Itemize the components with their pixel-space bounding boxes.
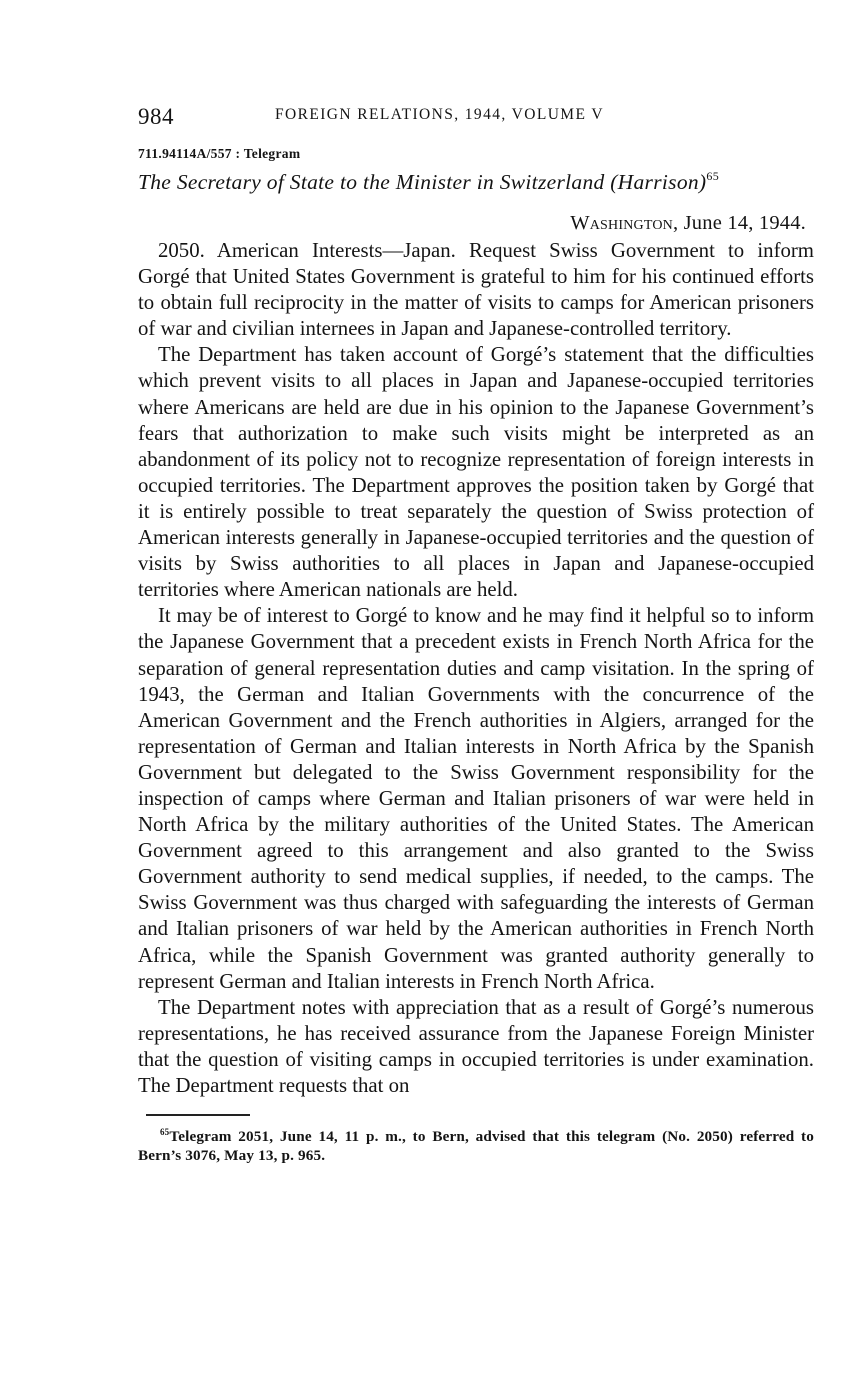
paragraph: It may be of interest to Gorgé to know and he may find it helpful so to inform the Japanese Government that a precedent exists in French North Africa for the separation of general representation duties and camp visitation. In the spring of 1943, the German and Italian Governments with the concurrence of the American Government and the French authorities in Algiers, arranged for the representation of German and Italian interests in North Africa by the Spanish Government but delegated to the Swiss Government responsibility for the inspection of camps where German and Italian prisoners of war were held in North Africa by the military authorities of the United States. The American Government agreed to this arrangement and also granted to the Swiss Government authority to send medical supplies, if needed, to the camps. The Swiss Government was thus charged with safeguarding the interests of German and Italian prisoners of war held by the American authorities in French North Africa, while the Spanish Government was granted authority generally to represent German and Italian interests in French North Africa. (138, 604, 814, 993)
document-title (138, 169, 814, 195)
paragraph: The Department notes with appreciation that as a result of Gorgé’s numerous representations, he has received assurance from the Japanese Foreign Minister that the question of visiting camps in occupied territories is under examination. The Department requests that on (138, 995, 814, 1097)
footnote-divider (146, 1114, 250, 1116)
running-head (138, 98, 814, 132)
paragraph: 2050. American Interests—Japan. Request Swiss Government to inform Gorgé that United States Government is grateful to him for his continued efforts to obtain full reciprocity in the matter of visits to camps for American prisoners of war and civilian internees in Japan and Japanese-controlled territory. (138, 239, 814, 341)
page-number: 984 (138, 104, 174, 129)
dateline-place: Washington (570, 212, 673, 234)
document-title-text: The Secretary of State to the Minister in Switzerland (Harrison) (138, 170, 707, 194)
dateline-date: , June 14, 1944. (672, 212, 806, 234)
document-page (138, 98, 814, 1165)
dateline (138, 212, 806, 235)
footnote (138, 1123, 814, 1165)
paragraph: The Department has taken account of Gorgé’s statement that the difficulties which prevent visits to all places in Japan and Japanese-occupied territories where Americans are held are due in his opinion to the Japanese Government’s fears that authorization to make such visits might be interpreted as an abandonment of its policy not to recognize representation of foreign interests in occupied territories. The Department approves the position taken by Gorgé that it is entirely possible to treat separately the question of Swiss protection of American interests generally in Japanese-occupied territories and the question of visits by Swiss authorities to all places in Japan and Japanese-occupied territories where American nationals are held. (138, 343, 814, 602)
file-reference: 711.94114A/557 : Telegram (138, 146, 301, 161)
footnote-marker: 65 (160, 1127, 170, 1138)
running-title: FOREIGN RELATIONS, 1944, VOLUME V (275, 106, 604, 123)
title-footnote-marker: 65 (706, 169, 720, 183)
telegram-body (138, 238, 814, 1099)
footnote-text: Telegram 2051, June 14, 11 p. m., to Bern, advised that this telegram (No. 2050) referred to Bern’s 3076, May 13, p. 965. (138, 1128, 814, 1165)
